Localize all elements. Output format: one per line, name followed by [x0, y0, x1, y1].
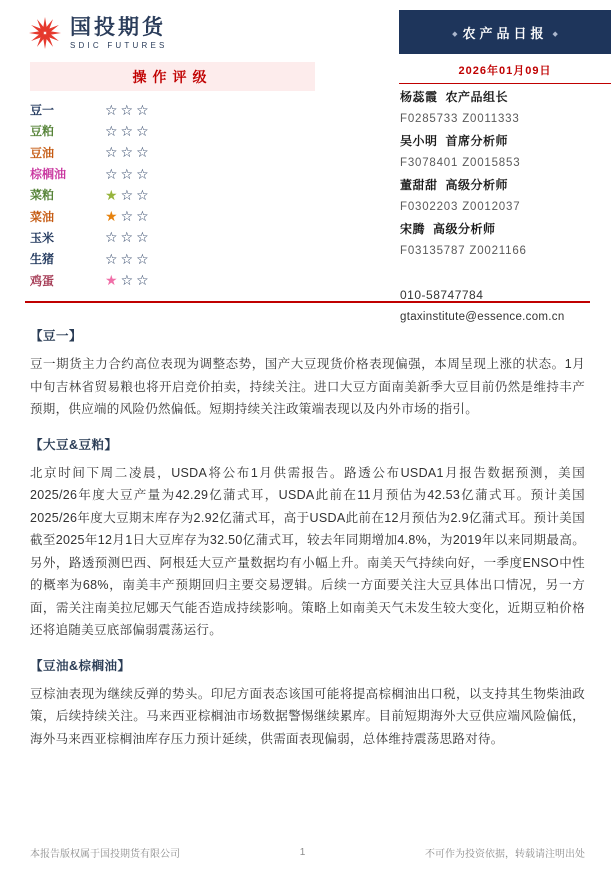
commodity-label: 菜油 — [30, 209, 55, 224]
rating-row — [30, 248, 315, 269]
star-filled-icon: ★ — [105, 272, 121, 289]
star-rating — [105, 273, 152, 287]
star-empty-icon: ☆☆☆ — [105, 250, 152, 267]
star-rating — [105, 124, 152, 138]
section-body: 北京时间下周二凌晨，USDA将公布1月供需报告。路透公布USDA1月报告数据预测，美国2025/26年度大豆产量为42.29亿蒲式耳，USDA此前在11月预估为42.53亿蒲式耳。预计美国2025/26年度大豆期末库存为2.92亿蒲式耳，高于USDA此前在12月预估为2.9亿蒲式耳。预计美国截至2025年12月1日大豆库存为32.50亿蒲式耳，较去年同期增加4.8%，为2019年以来同期最高。另外，路透预测巴西、阿根廷大豆产量数据均有小幅上升。南美天气持续向好，一季度ENSO中性的概率为68%，南美丰产预期回归主要交易逻辑。后续一方面要关注大豆具体出口情况，另一方面，需关注南美拉尼娜天气能否造成持续影响。策略上如南美天气未发生较大变化，近期豆粕价格还将追随美豆底部偏弱震荡运行。 — [30, 465, 585, 637]
analyst-name: 吴小明 — [400, 134, 438, 148]
analyst-title: 高级分析师 — [445, 178, 509, 192]
section-heading: 【豆油&棕榈油】 — [30, 658, 131, 673]
analyst-panel — [400, 86, 605, 328]
analyst-title: 高级分析师 — [433, 222, 496, 236]
report-date: 2026年01月09日 — [399, 54, 611, 84]
diamond-icon: ◆ — [552, 31, 558, 38]
diamond-icon: ◆ — [452, 31, 458, 38]
analyst-name: 董甜甜 — [400, 178, 438, 192]
star-rating — [105, 209, 152, 223]
star-rating — [105, 145, 152, 159]
commodity-label: 鸡蛋 — [30, 273, 55, 288]
rating-row — [30, 227, 315, 248]
rating-list — [30, 99, 315, 291]
footer-disclaimer: 不可作为投资依据，转载请注明出处 — [425, 849, 585, 860]
report-body — [30, 312, 585, 750]
star-rating — [105, 252, 152, 266]
analyst-entry — [400, 86, 605, 130]
analyst-title: 首席分析师 — [445, 134, 509, 148]
analyst-codes: F0302203 Z0012037 — [400, 201, 521, 213]
page-footer — [30, 845, 585, 860]
star-empty-icon: ☆☆☆ — [105, 144, 152, 161]
rating-row — [30, 163, 315, 184]
star-empty-icon: ☆☆ — [120, 272, 152, 289]
ratings-header — [30, 62, 315, 91]
commodity-label: 玉米 — [30, 230, 55, 245]
analyst-name: 宋腾 — [400, 222, 426, 236]
report-banner — [399, 10, 611, 84]
rating-row — [30, 184, 315, 205]
section-douyou-zonglvyou — [30, 656, 585, 751]
rating-row — [30, 99, 315, 120]
ratings-panel — [30, 62, 315, 291]
section-dadou-doupo — [30, 435, 585, 642]
rating-row — [30, 120, 315, 141]
analyst-codes: F3078401 Z0015853 — [400, 157, 521, 169]
analyst-codes: F0285733 Z0011333 — [400, 113, 520, 125]
star-empty-icon: ☆☆ — [120, 186, 152, 203]
logo-company-name-en: SDIC FUTURES — [70, 41, 168, 51]
analyst-name: 杨蕊霞 — [400, 90, 438, 104]
star-filled-icon: ★ — [105, 186, 121, 203]
footer-page-number: 1 — [299, 847, 306, 858]
commodity-label: 菜粕 — [30, 188, 55, 203]
section-body: 豆棕油表现为继续反弹的势头。印尼方面表态该国可能将提高棕榈油出口税，以支持其生物柴油政策，后续持续关注。马来西亚棕榈油市场数据警惕继续累库。目前短期海外大豆供应端风险偏低，海外马来西亚棕榈油库存压力预计延续，供需面表现偏弱，总体维持震荡思路对待。 — [30, 686, 585, 746]
section-heading: 【豆一】 — [30, 329, 83, 343]
section-body: 豆一期货主力合约高位表现为调整态势，国产大豆现货价格表现偏强，本周呈现上涨的状态。1月中旬吉林省贸易粮也将开启竞价拍卖，持续关注。进口大豆方面南美新季大豆目前仍然是维持丰产预期，供应端的风险仍然偏低。短期持续关注政策端表现以及内外市场的指引。 — [30, 357, 585, 416]
commodity-label: 豆一 — [30, 103, 55, 118]
report-title-bar — [399, 10, 611, 54]
star-filled-icon: ★ — [105, 208, 121, 225]
rating-row — [30, 142, 315, 163]
ratings-title: 操作评级 — [132, 69, 213, 85]
footer-copyright: 本报告版权属于国投期货有限公司 — [30, 849, 180, 860]
commodity-label: 豆粕 — [30, 124, 55, 139]
logo-starburst-icon — [28, 16, 62, 50]
report-type: 农产品日报 — [462, 26, 548, 41]
star-rating — [105, 167, 152, 181]
commodity-label: 豆油 — [30, 145, 55, 160]
contact-email: gtaxinstitute@essence.com.cn — [400, 311, 565, 323]
star-empty-icon: ☆☆ — [120, 208, 152, 225]
star-empty-icon: ☆☆☆ — [105, 229, 152, 246]
analyst-entry — [400, 174, 605, 218]
rating-row — [30, 269, 315, 290]
analyst-codes: F03135787 Z0021166 — [400, 245, 527, 257]
star-empty-icon: ☆☆☆ — [105, 122, 152, 139]
section-douyi — [30, 326, 585, 421]
header-divider — [25, 301, 590, 303]
logo-company-name: 国投期货 — [70, 16, 166, 39]
star-empty-icon: ☆☆☆ — [105, 101, 152, 118]
analyst-title: 农产品组长 — [445, 90, 509, 104]
star-rating — [105, 188, 152, 202]
analyst-entry — [400, 218, 605, 262]
section-heading: 【大豆&豆粕】 — [30, 437, 118, 452]
star-rating — [105, 230, 152, 244]
commodity-label: 棕榈油 — [30, 167, 67, 182]
rating-row — [30, 205, 315, 226]
star-rating — [105, 103, 152, 117]
star-empty-icon: ☆☆☆ — [105, 165, 152, 182]
commodity-label: 生猪 — [30, 252, 55, 267]
contact-phone: 010-58747784 — [400, 288, 484, 302]
analyst-entry — [400, 130, 605, 174]
company-logo — [28, 16, 168, 50]
